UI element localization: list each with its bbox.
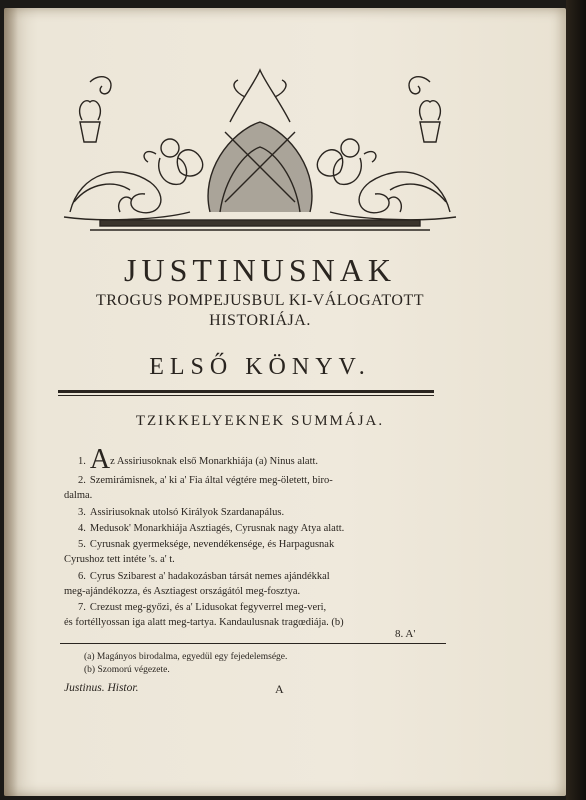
summary-item-continuation (64, 488, 434, 503)
summary-item (78, 569, 448, 584)
footnote-b: (b) Szomorú végezete. (84, 665, 170, 675)
item-text: Medusok' Monarkhiája Asztiagés, Cyrusnak nagy Atya alatt. (89, 523, 345, 534)
book-spine (566, 0, 586, 800)
item-text: Assiriusoknak utolsó Királyok Szardanapálus. (89, 507, 285, 518)
summary-item-continuation (64, 615, 434, 630)
item-text: Cyrus Szibarest a' hadakozásban társát nemes ajándékkal (89, 571, 330, 582)
item-text: Szemirámisnek, a' ki a' Fia által végtére meg-öletett, biro- (89, 475, 333, 486)
item-text: Crezust meg-győzi, és a' Lidusokat fegyverrel meg-veri, (89, 602, 327, 613)
item-number: 2. (78, 475, 86, 486)
item-number: 4. (78, 523, 86, 534)
main-title: JUSTINUSNAK (124, 252, 396, 288)
item-text: dalma. (64, 490, 93, 501)
summary-item (78, 537, 448, 552)
page-gutter-shadow (4, 8, 18, 796)
drop-cap: A (89, 444, 111, 475)
catchword: 8. A' (395, 628, 416, 640)
summary-heading: TZIKKELYEKNEK SUMMÁJA. (135, 413, 385, 429)
summary-item (78, 600, 448, 615)
double-rule-thick (58, 390, 434, 393)
summary-item-continuation (64, 584, 434, 599)
item-number: 6. (78, 571, 86, 582)
item-text: z Assiriusoknak első Monarkhiája (a) Ninus alatt. (110, 456, 319, 467)
summary-item (78, 521, 448, 536)
summary-item (78, 444, 448, 475)
summary-item (78, 473, 448, 488)
signature-line: Justinus. Histor. (64, 682, 139, 694)
item-text: Cyrushoz tett intéte 's. a' t. (64, 554, 175, 565)
item-number: 1. (78, 456, 86, 467)
item-number: 7. (78, 602, 86, 613)
item-number: 3. (78, 507, 86, 518)
summary-item-continuation (64, 552, 434, 567)
book-title: ELSŐ KÖNYV. (149, 354, 371, 380)
item-text: Cyrusnak gyermeksége, nevendékensége, és Harpagusnak (89, 539, 335, 550)
double-rule-thin (58, 395, 434, 396)
summary-item (78, 505, 448, 520)
footnote-a: (a) Magányos birodalma, egyedül egy fejedelemsége. (84, 652, 288, 662)
ornamental-headpiece (60, 62, 460, 240)
item-text: meg-ajándékozza, és Asztiagest országától meg-fosztya. (64, 586, 301, 597)
item-number: 5. (78, 539, 86, 550)
footnote-rule (60, 643, 446, 644)
subtitle-line-2: HISTORIÁJA. (209, 312, 311, 329)
signature-mark: A (275, 682, 284, 696)
subtitle-line-1: TROGUS POMPEJUSBUL KI-VÁLOGATOTT (95, 292, 424, 309)
item-text: és fortéllyossan iga alatt meg-tartya. Kandaulusnak tragœdiája. (b) (64, 617, 344, 628)
